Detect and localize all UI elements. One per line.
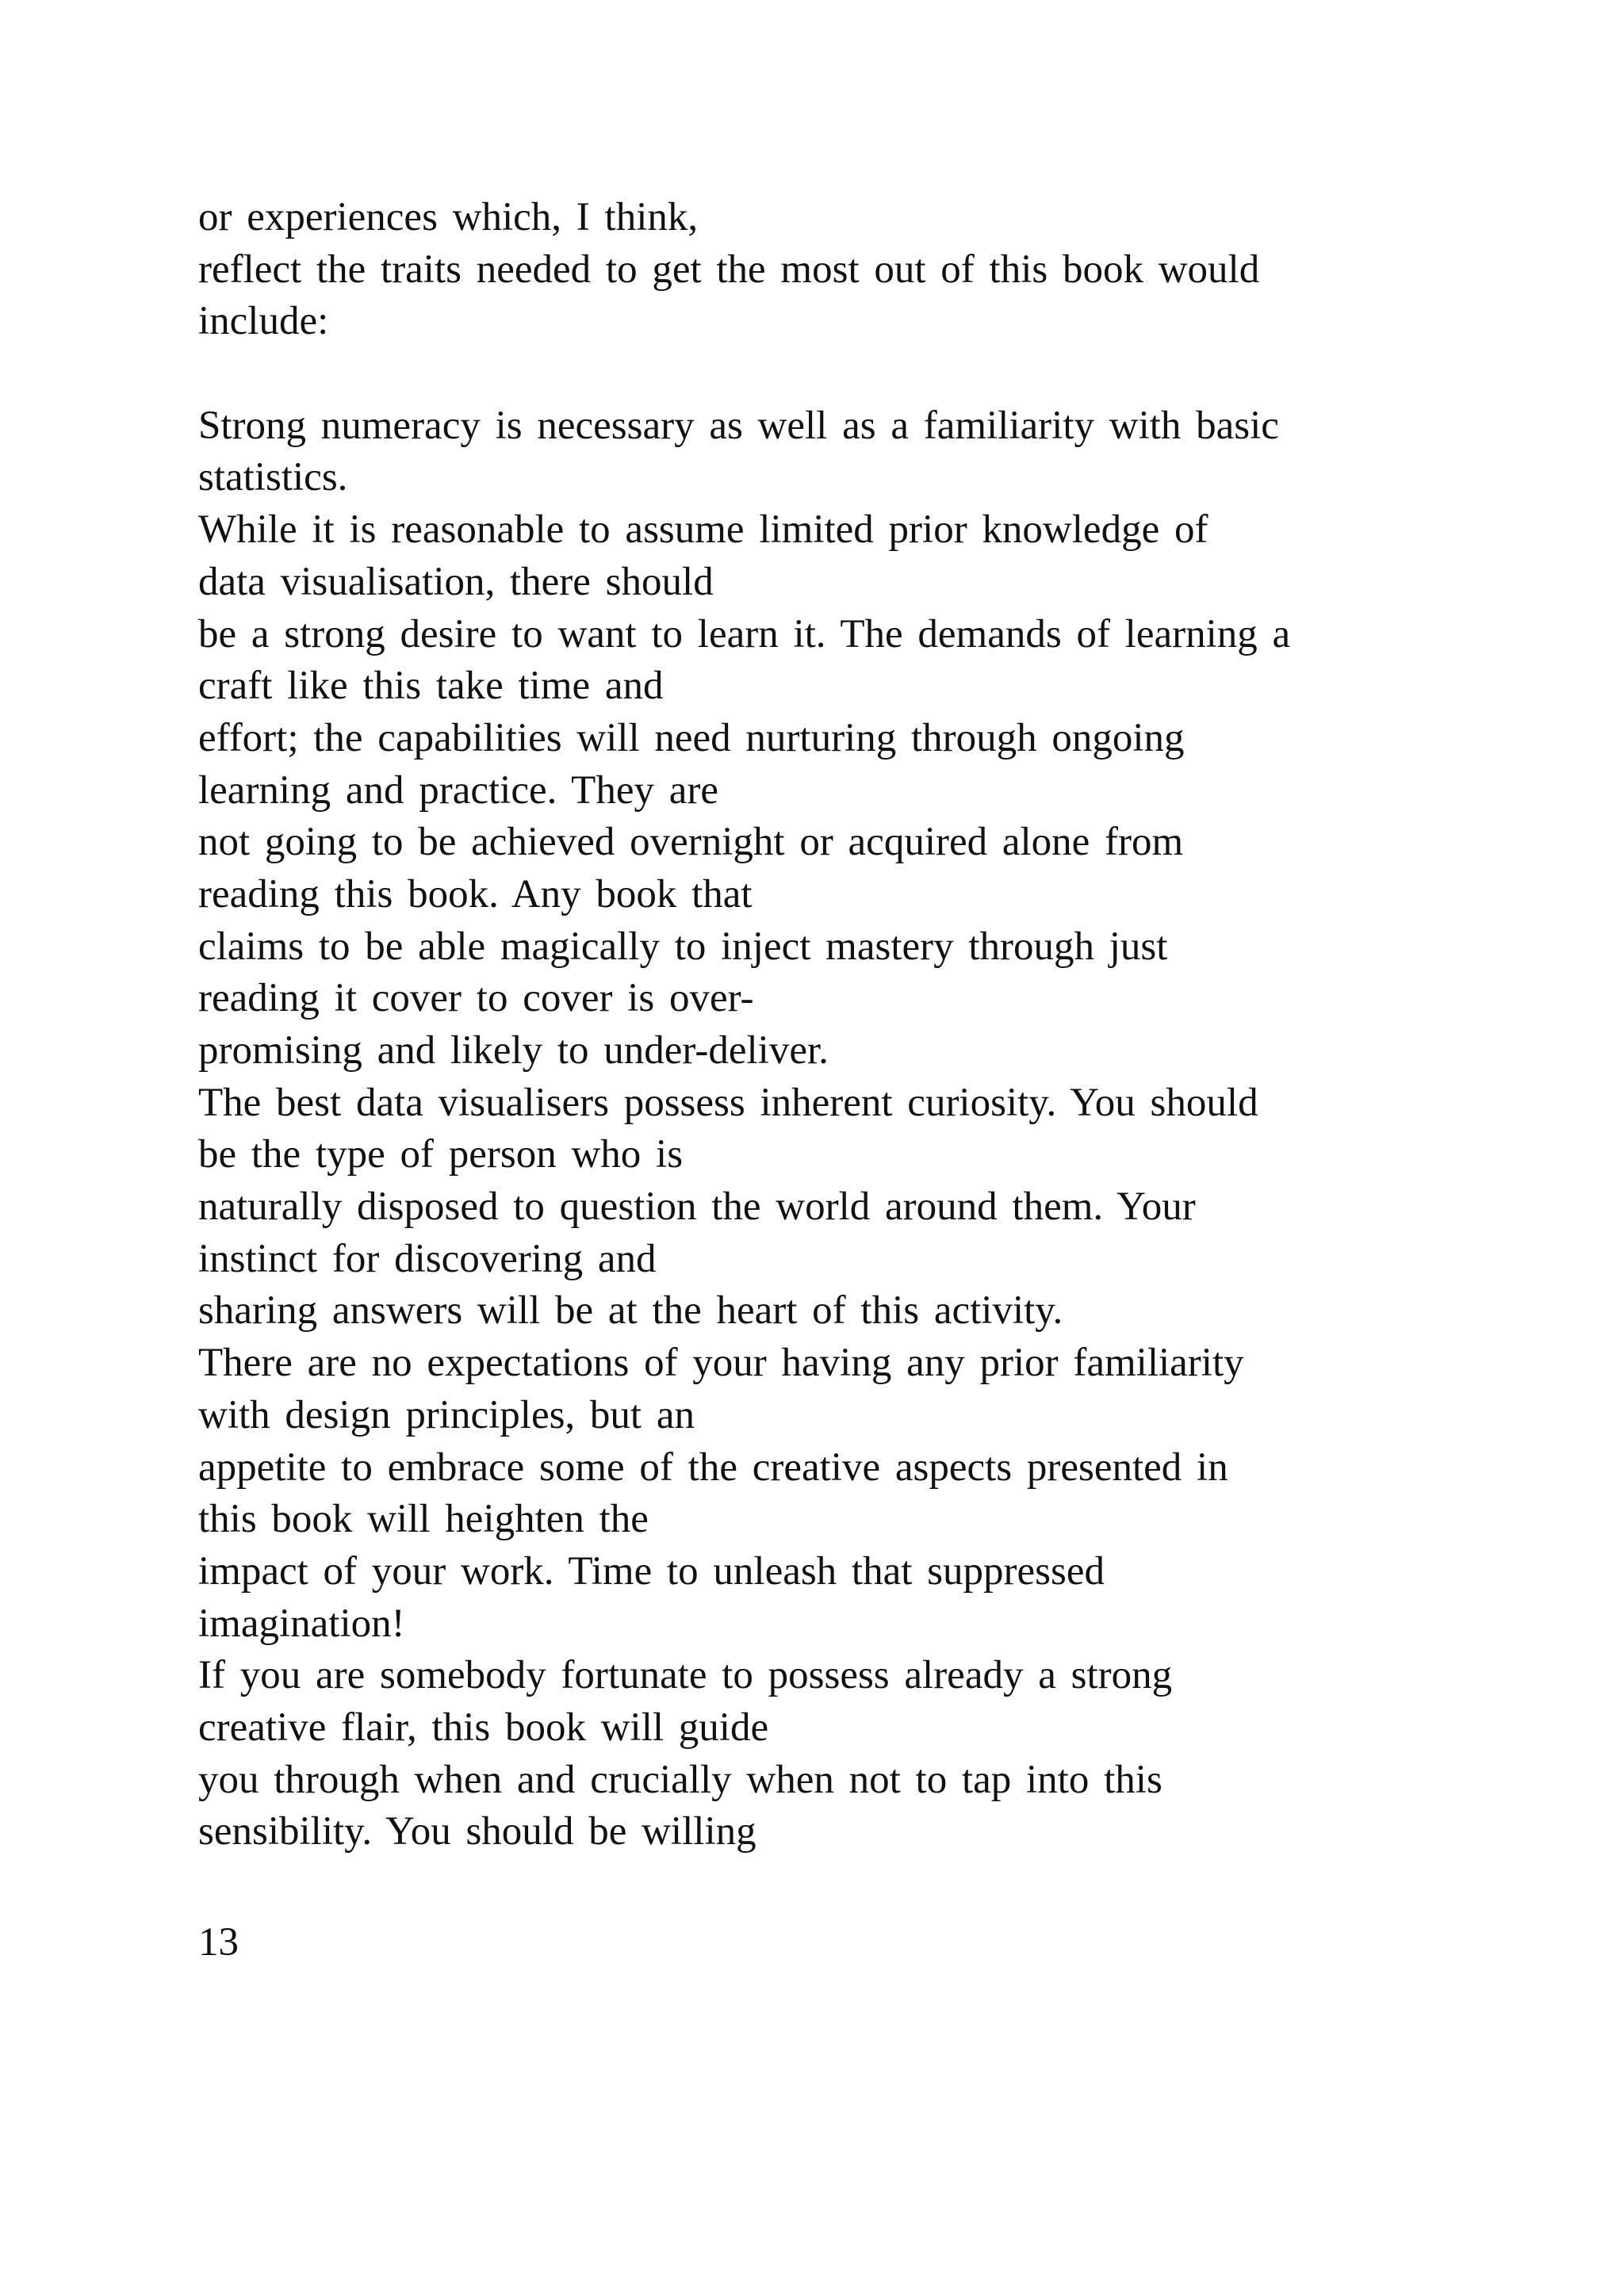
text-line: impact of your work. Time to unleash that suppressed xyxy=(198,1548,1105,1594)
text-line: sharing answers will be at the heart of this activity. xyxy=(198,1288,1063,1334)
text-line: or experiences which, I think, xyxy=(198,195,699,239)
page-number: 13 xyxy=(198,1920,239,1965)
text-line: If you are somebody fortunate to possess already a strong xyxy=(198,1653,1173,1698)
text-line: The best data visualisers possess inherent curiosity. You should xyxy=(198,1080,1258,1125)
text-line: this book will heighten the xyxy=(198,1497,649,1542)
text-line: reading this book. Any book that xyxy=(198,871,753,916)
text-line: effort; the capabilities will need nurturing through ongoing xyxy=(198,715,1185,760)
text-line: with design principles, but an xyxy=(198,1392,695,1437)
text-line: not going to be achieved overnight or acquired alone from xyxy=(198,820,1184,865)
text-line: instinct for discovering and xyxy=(198,1236,657,1281)
text-line: be the type of person who is xyxy=(198,1132,684,1177)
text-line: craft like this take time and xyxy=(198,664,664,709)
text-line: naturally disposed to question the world around them. Your xyxy=(198,1184,1196,1230)
text-line: be a strong desire to want to learn it. The demands of learning a xyxy=(198,611,1291,656)
text-line: promising and likely to under-deliver. xyxy=(198,1028,829,1073)
text-line: you through when and crucially when not to tap into this xyxy=(198,1757,1162,1802)
text-line: reading it cover to cover is over- xyxy=(198,976,754,1021)
text-line: reflect the traits needed to get the most out of this book would xyxy=(198,247,1260,292)
text-line: creative flair, this book will guide xyxy=(198,1705,769,1750)
blank-line xyxy=(198,348,1546,400)
text-line: statistics. xyxy=(198,455,348,500)
body-text xyxy=(198,192,1546,1858)
text-line: There are no expectations of your having any prior familiarity xyxy=(198,1341,1244,1386)
text-line: data visualisation, there should xyxy=(198,559,714,604)
text-line: Strong numeracy is necessary as well as a familiarity with basic xyxy=(198,403,1279,448)
text-line: sensibility. You should be willing xyxy=(198,1809,756,1854)
text-line: claims to be able magically to inject mastery through just xyxy=(198,924,1168,969)
text-line: imagination! xyxy=(198,1601,405,1646)
text-line: learning and practice. They are xyxy=(198,767,718,813)
text-line: include: xyxy=(198,299,329,344)
text-line: While it is reasonable to assume limited prior knowledge of xyxy=(198,507,1208,553)
text-line: appetite to embrace some of the creative aspects presented in xyxy=(198,1445,1228,1490)
